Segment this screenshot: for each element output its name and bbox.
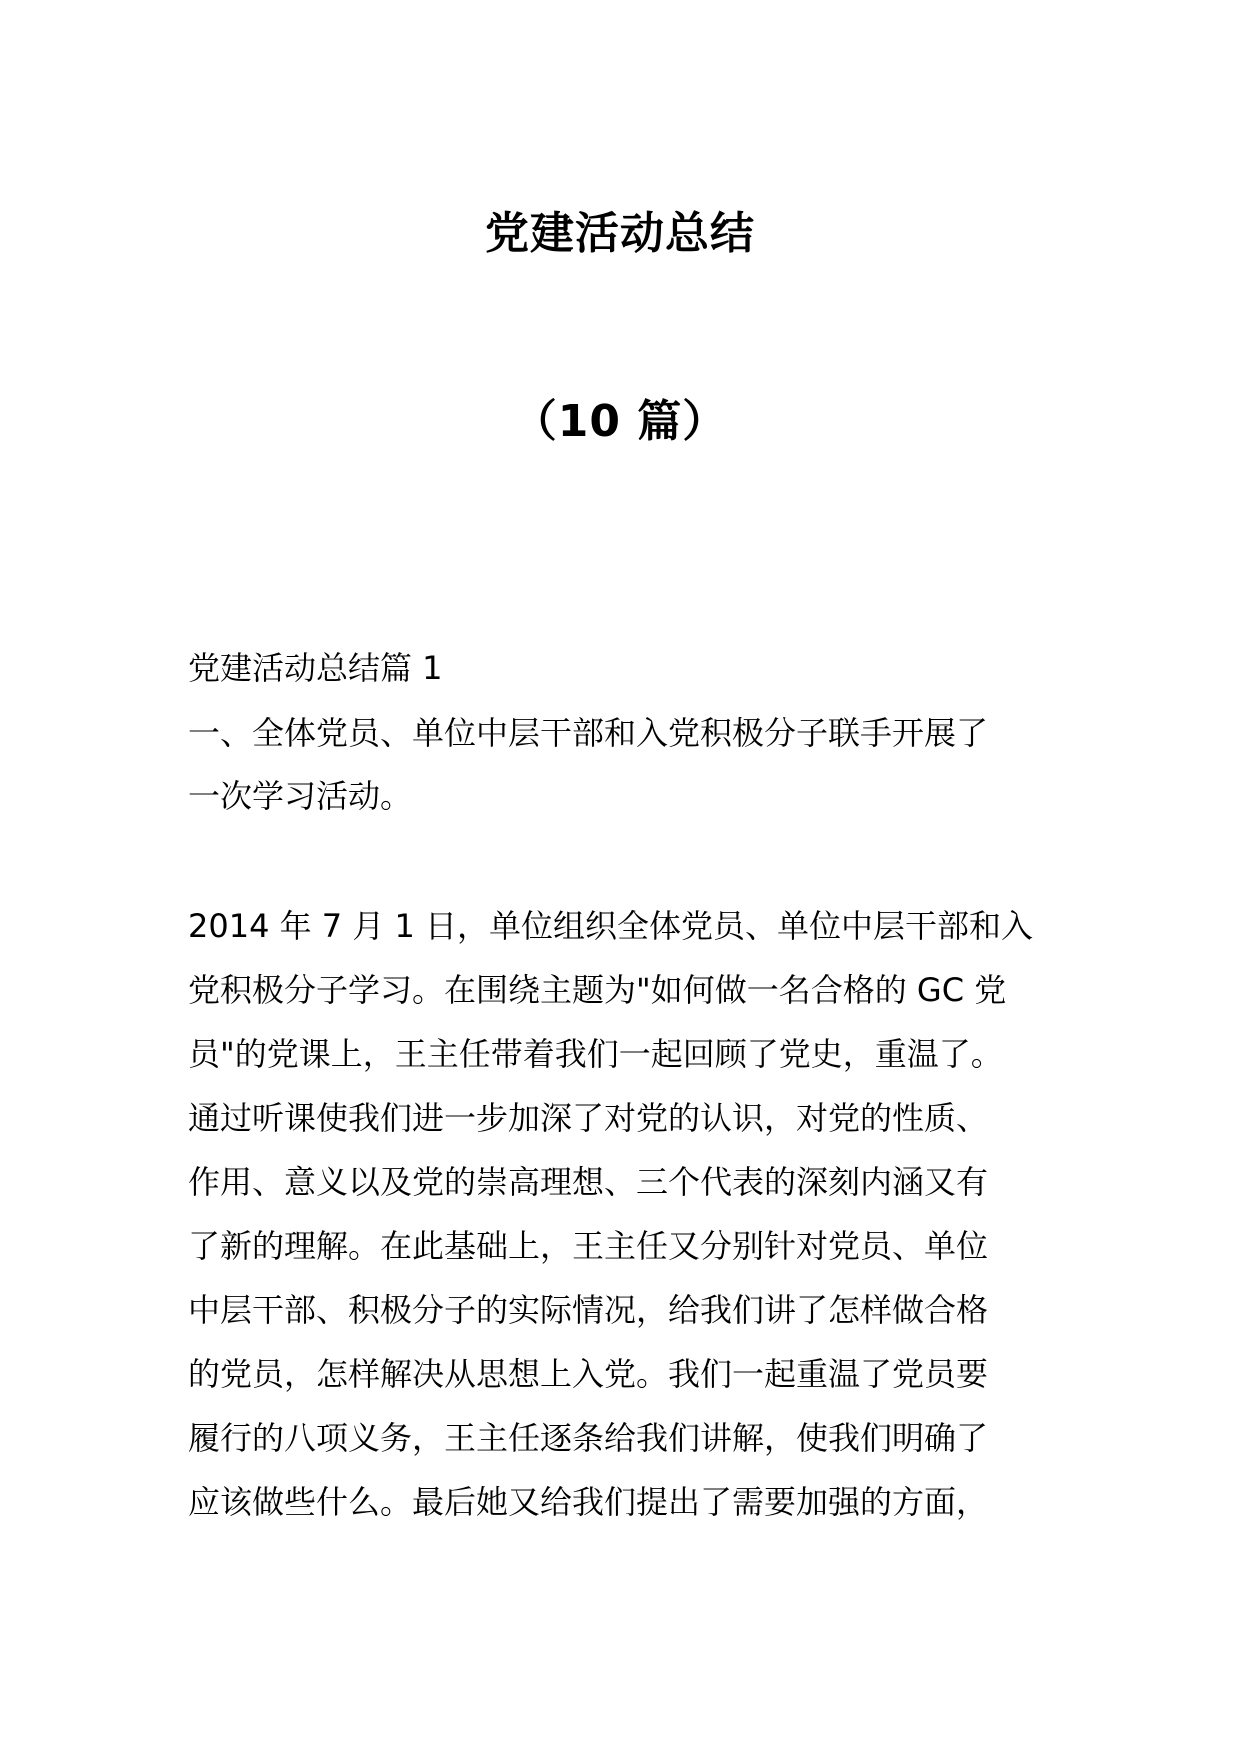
body-line: 了新的理解。在此基础上，王主任又分别针对党员、单位 (188, 1227, 989, 1265)
body-line: 2014 年 7 月 1 日，单位组织全体党员、单位中层干部和入 (188, 907, 1034, 945)
body-line: 党积极分子学习。在围绕主题为"如何做一名合格的 GC 党 (188, 971, 1007, 1009)
body-line: 的党员，怎样解决从思想上入党。我们一起重温了党员要 (188, 1355, 989, 1393)
intro-line: 一、全体党员、单位中层干部和入党积极分子联手开展了 (188, 714, 989, 752)
body-line: 通过听课使我们进一步加深了对党的认识，对党的性质、 (188, 1099, 989, 1137)
body-line: 员"的党课上，王主任带着我们一起回顾了党史，重温了。 (188, 1035, 1003, 1073)
body-line: 履行的八项义务，王主任逐条给我们讲解，使我们明确了 (188, 1419, 989, 1457)
body-line: 中层干部、积极分子的实际情况，给我们讲了怎样做合格 (188, 1291, 989, 1329)
body-line: 作用、意义以及党的崇高理想、三个代表的深刻内涵又有 (188, 1163, 989, 1201)
document-title: 党建活动总结 (485, 208, 755, 259)
section-heading: 党建活动总结篇 1 (188, 649, 443, 687)
body-line: 应该做些什么。最后她又给我们提出了需要加强的方面， (188, 1483, 989, 1521)
intro-line: 一次学习活动。 (188, 777, 413, 815)
document-subtitle: （10 篇） (512, 396, 728, 447)
